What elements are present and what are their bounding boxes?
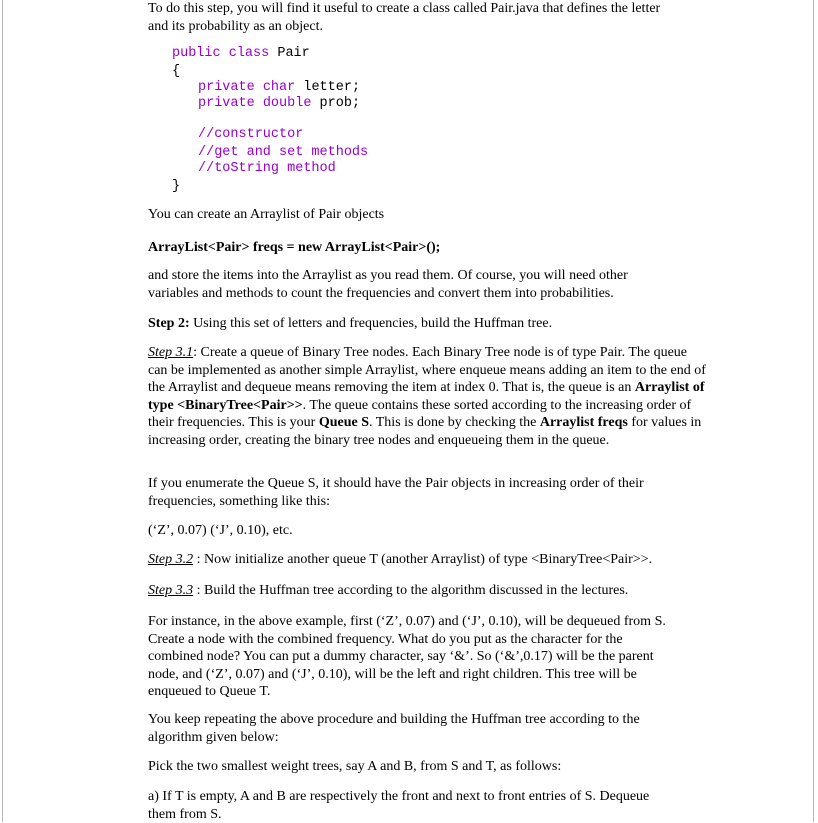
repeat-line-2: algorithm given below: bbox=[148, 729, 279, 745]
step31-text-3: . This is done by checking the bbox=[369, 415, 540, 430]
store-line-1: and store the items into the Arraylist as you read them. Of course, you will need other bbox=[148, 268, 628, 283]
step32-label: Step 3.2 bbox=[148, 552, 194, 567]
document-page bbox=[2, 0, 814, 822]
step2-text: Using this set of letters and frequencies, build the Huffman tree. bbox=[189, 316, 553, 331]
rule-a-line-2: them from S. bbox=[148, 806, 222, 822]
instance-line-4: node, and (‘Z’, 0.07) and (‘J’, 0.10), will be the left and right children. This tree will be bbox=[148, 666, 637, 682]
enumerate-paragraph bbox=[148, 475, 708, 510]
code-comment-constructor: //constructor bbox=[198, 127, 304, 142]
instance-paragraph bbox=[148, 613, 708, 701]
instance-line-3: combined node? You can put a dummy character, say ‘&’. So (‘&’,0.17) will be the parent bbox=[148, 649, 654, 664]
step31-paragraph bbox=[148, 344, 708, 449]
example-paragraph: (‘Z’, 0.07) (‘J’, 0.10), etc. bbox=[148, 523, 293, 538]
repeat-line-1: You keep repeating the above procedure and building the Huffman tree according to the bbox=[148, 712, 640, 727]
code-keyword-class: class bbox=[228, 46, 270, 61]
pick-paragraph: Pick the two smallest weight trees, say A and B, from S and T, as follows: bbox=[148, 759, 562, 774]
repeat-paragraph bbox=[148, 711, 708, 746]
step31-bold-1: Arraylist of type <BinaryTree<Pair>> bbox=[148, 380, 705, 413]
declaration-code: ArrayList<Pair> freqs = new ArrayList<Pair>(); bbox=[148, 240, 441, 255]
code-open-brace: { bbox=[172, 64, 181, 79]
step32-paragraph bbox=[148, 551, 708, 569]
step33-label: Step 3.3 bbox=[148, 583, 194, 598]
step31-text-4: for values in increasing order, creating the binary tree nodes and enqueueing them in the queue. bbox=[148, 415, 702, 448]
code-keyword-double: double bbox=[262, 96, 312, 111]
step31-text-1: : Create a queue of Binary Tree nodes. Each Binary Tree node is of type Pair. The queue can be implemented as another simple Arraylist, where enqueue means adding an item to the end of the Arraylist and dequeue means removing the item at index 0. That is, the queue is an bbox=[148, 345, 706, 395]
enumerate-line-1: If you enumerate the Queue S, it should have the Pair objects in increasing order of their bbox=[148, 476, 644, 491]
code-field-name: letter; bbox=[303, 80, 361, 95]
instance-line-2: Create a node with the combined frequency. What do you put as the character for the bbox=[148, 631, 623, 647]
store-line-2: variables and methods to count the frequencies and convert them into probabilities. bbox=[148, 285, 614, 301]
code-class-declaration bbox=[172, 46, 310, 63]
code-class-name: Pair bbox=[277, 46, 310, 61]
declaration-paragraph bbox=[148, 239, 708, 257]
intro-line-2: and its probability as an object. bbox=[148, 18, 323, 34]
code-keyword-private: private bbox=[198, 80, 255, 95]
step31-label: Step 3.1 bbox=[148, 345, 194, 360]
step32-text: : Now initialize another queue T (another Arraylist) of type <BinaryTree<Pair>>. bbox=[193, 552, 653, 567]
step31-bold-3: Arraylist freqs bbox=[539, 415, 628, 430]
step31-text-2: . The queue contains these sorted according to the increasing order of their frequencies. This is your bbox=[148, 397, 692, 430]
intro-paragraph bbox=[148, 0, 708, 35]
intro-line-1: To do this step, you will find it useful to create a class called Pair.java that defines the letter bbox=[148, 1, 661, 16]
code-comment-tostring: //toString method bbox=[198, 161, 336, 176]
store-paragraph bbox=[148, 267, 708, 302]
enumerate-line-2: frequencies, something like this: bbox=[148, 493, 330, 509]
step33-text: : Build the Huffman tree according to the algorithm discussed in the lectures. bbox=[193, 583, 629, 598]
step2-label: Step 2: bbox=[148, 316, 190, 331]
code-keyword-public: public bbox=[172, 46, 221, 61]
instance-line-1: For instance, in the above example, first (‘Z’, 0.07) and (‘J’, 0.10), will be dequeued from S. bbox=[148, 614, 666, 629]
code-field-prob bbox=[198, 96, 360, 113]
code-keyword-char: char bbox=[262, 80, 296, 95]
code-field-letter bbox=[198, 80, 360, 97]
instance-line-5: enqueued to Queue T. bbox=[148, 684, 271, 699]
rule-a-line-1: a) If T is empty, A and B are respectively the front and next to front entries of S. Dequeue bbox=[148, 789, 650, 804]
code-comment-get-set: //get and set methods bbox=[198, 145, 369, 160]
create-list-paragraph: You can create an Arraylist of Pair objects bbox=[148, 207, 385, 222]
step33-paragraph bbox=[148, 582, 708, 600]
code-close-brace: } bbox=[172, 179, 181, 194]
code-field-name: prob; bbox=[319, 96, 361, 111]
code-keyword-private: private bbox=[198, 96, 255, 111]
rule-a-paragraph bbox=[148, 788, 708, 823]
step2-paragraph bbox=[148, 315, 708, 333]
step31-bold-2: Queue S bbox=[318, 415, 369, 430]
